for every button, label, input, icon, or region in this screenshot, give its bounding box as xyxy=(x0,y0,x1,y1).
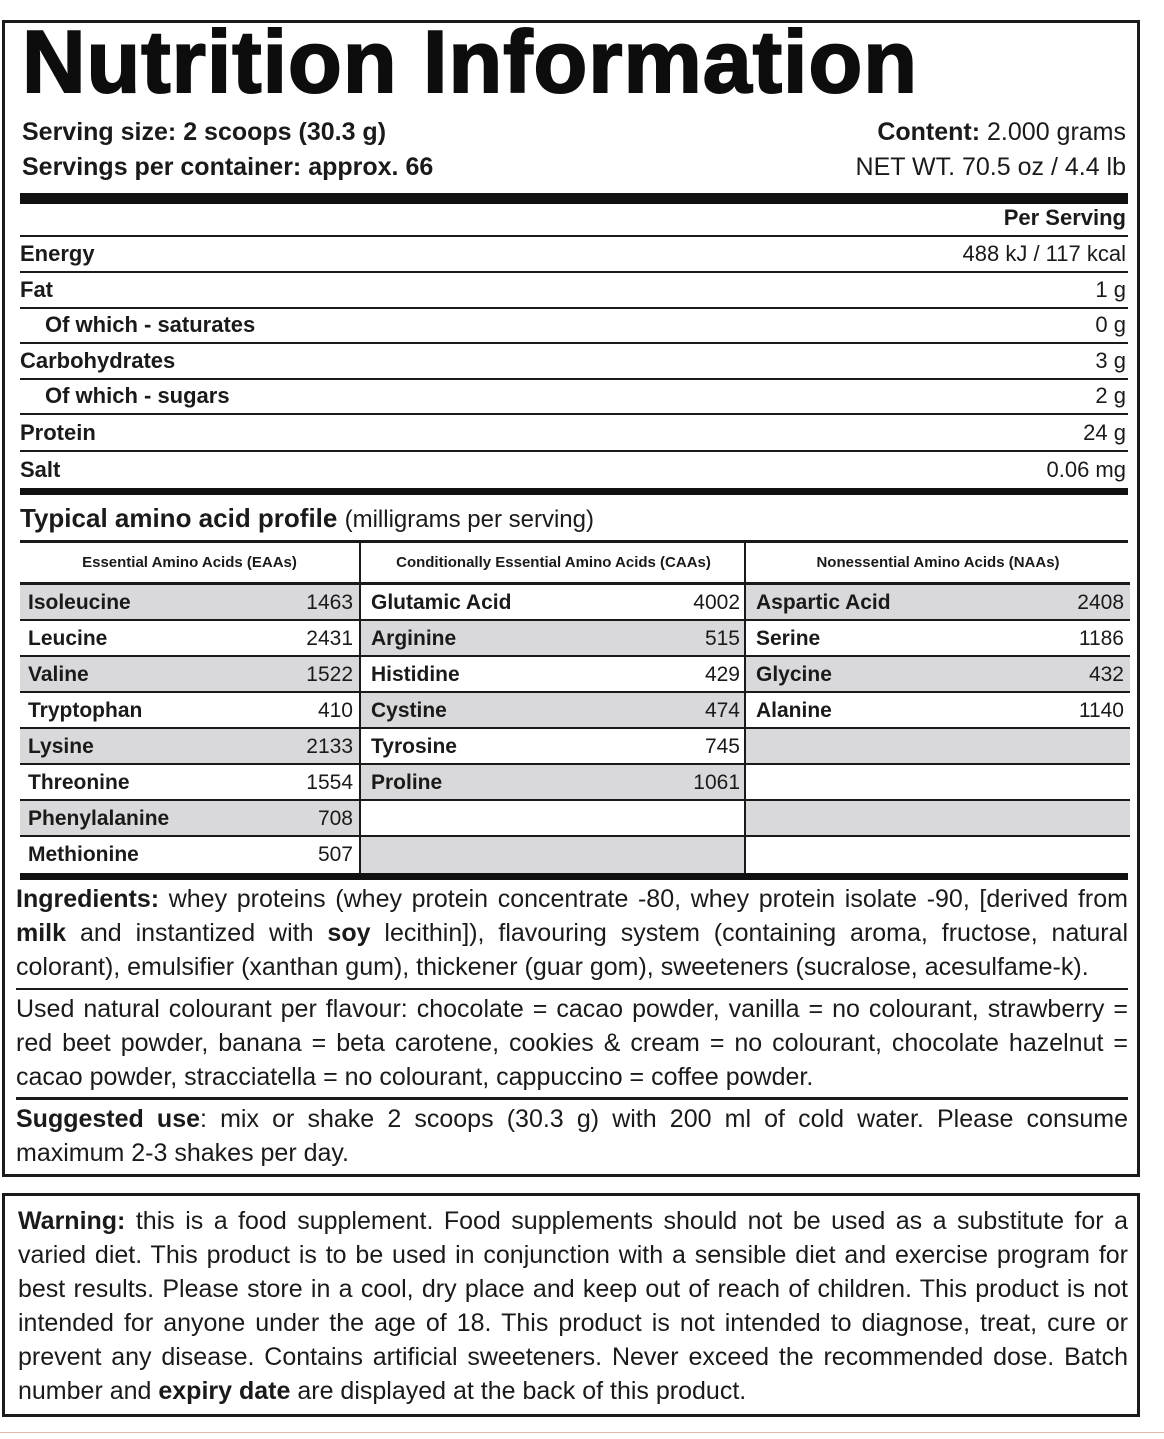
amino-value: 474 xyxy=(704,699,740,722)
nutrient-label: Energy xyxy=(20,241,95,266)
ingredients-label: Ingredients: xyxy=(16,885,160,913)
nutrient-label: Of which - saturates xyxy=(45,312,256,337)
amino-name: Valine xyxy=(28,663,89,686)
amino-name: Aspartic Acid xyxy=(756,591,891,614)
amino-row xyxy=(746,729,1130,765)
per-serving-header: Per Serving xyxy=(1003,205,1126,230)
colourants-text: Used natural colourant per flavour: chocolate = cacao powder, vanilla = no colourant, strawberry = red beet powder, banana = beta carotene, cookies & cream = no colourant, chocolate hazelnut = cacao powder, stracciatella = no colourant, cappuccino = coffee powder. xyxy=(16,995,1128,1091)
amino-row xyxy=(20,585,359,621)
amino-row xyxy=(20,801,359,837)
amino-row xyxy=(20,765,359,801)
nutrition-row xyxy=(20,419,1128,452)
nutrient-value: 488 kJ / 117 kcal xyxy=(962,241,1126,266)
allergen-milk: milk xyxy=(16,919,67,947)
amino-name: Isoleucine xyxy=(28,591,131,614)
ingredients-part: and instantized with xyxy=(66,919,328,947)
amino-name: Glycine xyxy=(756,663,832,686)
ingredients-part: whey proteins (whey protein concentrate -80, whey protein isolate -90, [derived from xyxy=(159,885,1128,913)
suggested-use-body: : mix or shake 2 scoops (30.3 g) with 200 ml of cold water. Please consume maximum 2-3 shakes per day. xyxy=(16,1105,1128,1167)
amino-value: 515 xyxy=(704,627,740,650)
nutrient-label: Protein xyxy=(20,420,96,445)
amino-column-header: Conditionally Essential Amino Acids (CAAs) xyxy=(361,543,746,585)
amino-name: Threonine xyxy=(28,771,130,794)
amino-name: Cystine xyxy=(371,699,447,722)
divider xyxy=(16,1097,1128,1100)
content xyxy=(877,120,1126,145)
amino-row xyxy=(746,765,1130,801)
nutrient-value: 0.06 mg xyxy=(1046,457,1126,482)
divider xyxy=(20,873,1128,880)
amino-name: Methionine xyxy=(28,843,139,866)
amino-row xyxy=(361,801,746,837)
divider xyxy=(16,988,1128,990)
nutrient-label: Of which - sugars xyxy=(45,383,230,408)
amino-title-text: Typical amino acid profile xyxy=(20,503,338,533)
ingredients-text xyxy=(16,882,1128,984)
divider xyxy=(20,488,1128,495)
nutrition-header-row xyxy=(20,204,1128,237)
nutrient-label: Fat xyxy=(20,277,53,302)
nutrition-row xyxy=(20,311,1128,344)
warning-text xyxy=(18,1204,1128,1408)
amino-name: Glutamic Acid xyxy=(371,591,512,614)
amino-value: 1554 xyxy=(306,771,353,794)
content-label: Content: xyxy=(877,118,981,146)
amino-row xyxy=(361,729,746,765)
divider xyxy=(20,193,1128,204)
nutrient-label: Carbohydrates xyxy=(20,348,176,373)
amino-row xyxy=(20,837,359,873)
amino-value: 410 xyxy=(317,699,353,722)
amino-row xyxy=(20,729,359,765)
amino-row xyxy=(361,765,746,801)
expiry-date-emphasis: expiry date xyxy=(158,1377,291,1405)
nutrition-row xyxy=(20,240,1128,273)
amino-column xyxy=(359,543,746,873)
warning-label: Warning: xyxy=(18,1207,126,1235)
allergen-soy: soy xyxy=(327,919,371,947)
servings-per-container xyxy=(22,155,433,180)
amino-value: 429 xyxy=(704,663,740,686)
amino-value: 507 xyxy=(317,843,353,866)
amino-name: Alanine xyxy=(756,699,832,722)
amino-row xyxy=(361,693,746,729)
content-value: 2.000 grams xyxy=(987,118,1126,146)
amino-value: 2431 xyxy=(306,627,353,650)
amino-column xyxy=(744,543,1130,873)
amino-value: 1186 xyxy=(1078,627,1124,650)
ingredients-part: lecithin]), flavouring system (containing aroma, fructose, natural colorant), emulsifier (xanthan gum), thickener (guar gom), sweeteners (sucralose, acesulfame-k). xyxy=(16,919,1129,981)
amino-column-header: Nonessential Amino Acids (NAAs) xyxy=(746,543,1130,585)
amino-name: Leucine xyxy=(28,627,108,650)
nutrition-row xyxy=(20,347,1128,380)
amino-row xyxy=(746,837,1130,873)
amino-name: Serine xyxy=(756,627,821,650)
amino-row xyxy=(361,837,746,873)
amino-name: Phenylalanine xyxy=(28,807,170,830)
amino-value: 2408 xyxy=(1077,591,1124,614)
warning-body: are displayed at the back of this product. xyxy=(290,1377,747,1405)
serving-size-label: Serving size: xyxy=(22,118,177,146)
nutrition-row xyxy=(20,382,1128,415)
amino-row xyxy=(746,657,1130,693)
amino-row xyxy=(746,621,1130,657)
nutrient-value: 3 g xyxy=(1095,348,1126,373)
servings-per-container-value: approx. 66 xyxy=(308,153,434,181)
amino-value: 1463 xyxy=(306,591,353,614)
amino-row xyxy=(20,657,359,693)
amino-row xyxy=(20,693,359,729)
amino-subtitle: (milligrams per serving) xyxy=(344,506,594,533)
amino-row xyxy=(20,621,359,657)
amino-row xyxy=(746,801,1130,837)
amino-row xyxy=(361,621,746,657)
amino-value: 708 xyxy=(317,807,353,830)
amino-value: 745 xyxy=(704,735,740,758)
bottom-divider xyxy=(0,1432,1164,1433)
amino-title xyxy=(20,503,594,534)
warning-body: this is a food supplement. Food supplements should not be used as a substitute for a varied diet. This product is to be used in conjunction with a sensible diet and exercise program for best results. Please store in a cool, dry place and keep out of reach of children. This product is not intended for anyone under the age of 18. This product is not intended to diagnose, treat, cure or prevent any disease. Contains artificial sweeteners. Never exceed the recommended dose. Batch number and xyxy=(18,1207,1128,1405)
amino-column-header: Essential Amino Acids (EAAs) xyxy=(20,543,359,585)
amino-row xyxy=(361,657,746,693)
page-title: Nutrition Information xyxy=(22,12,918,111)
amino-value: 432 xyxy=(1088,663,1124,686)
net-weight: NET WT. 70.5 oz / 4.4 lb xyxy=(855,153,1126,181)
nutrient-value: 2 g xyxy=(1095,383,1126,408)
nutrition-row xyxy=(20,276,1128,309)
servings-per-container-label: Servings per container: xyxy=(22,153,302,181)
nutrient-value: 24 g xyxy=(1083,420,1126,445)
serving-size xyxy=(22,120,386,145)
nutrient-value: 1 g xyxy=(1095,277,1126,302)
serving-size-value: 2 scoops (30.3 g) xyxy=(183,118,387,146)
amino-name: Histidine xyxy=(371,663,460,686)
amino-value: 1061 xyxy=(693,771,740,794)
amino-column xyxy=(20,543,359,873)
nutrition-row xyxy=(20,454,1128,487)
amino-row xyxy=(746,693,1130,729)
amino-value: 1522 xyxy=(306,663,353,686)
nutrient-label: Salt xyxy=(20,457,61,482)
amino-name: Arginine xyxy=(371,627,457,650)
amino-row xyxy=(746,585,1130,621)
suggested-use-label: Suggested use xyxy=(16,1105,201,1133)
amino-name: Lysine xyxy=(28,735,94,758)
amino-name: Proline xyxy=(371,771,443,794)
amino-value: 1140 xyxy=(1078,699,1124,722)
suggested-use-text xyxy=(16,1102,1128,1170)
amino-row xyxy=(361,585,746,621)
amino-value: 4002 xyxy=(693,591,740,614)
amino-table xyxy=(20,540,1128,873)
amino-name: Tryptophan xyxy=(28,699,143,722)
nutrient-value: 0 g xyxy=(1095,312,1126,337)
amino-name: Tyrosine xyxy=(371,735,457,758)
amino-value: 2133 xyxy=(306,735,353,758)
